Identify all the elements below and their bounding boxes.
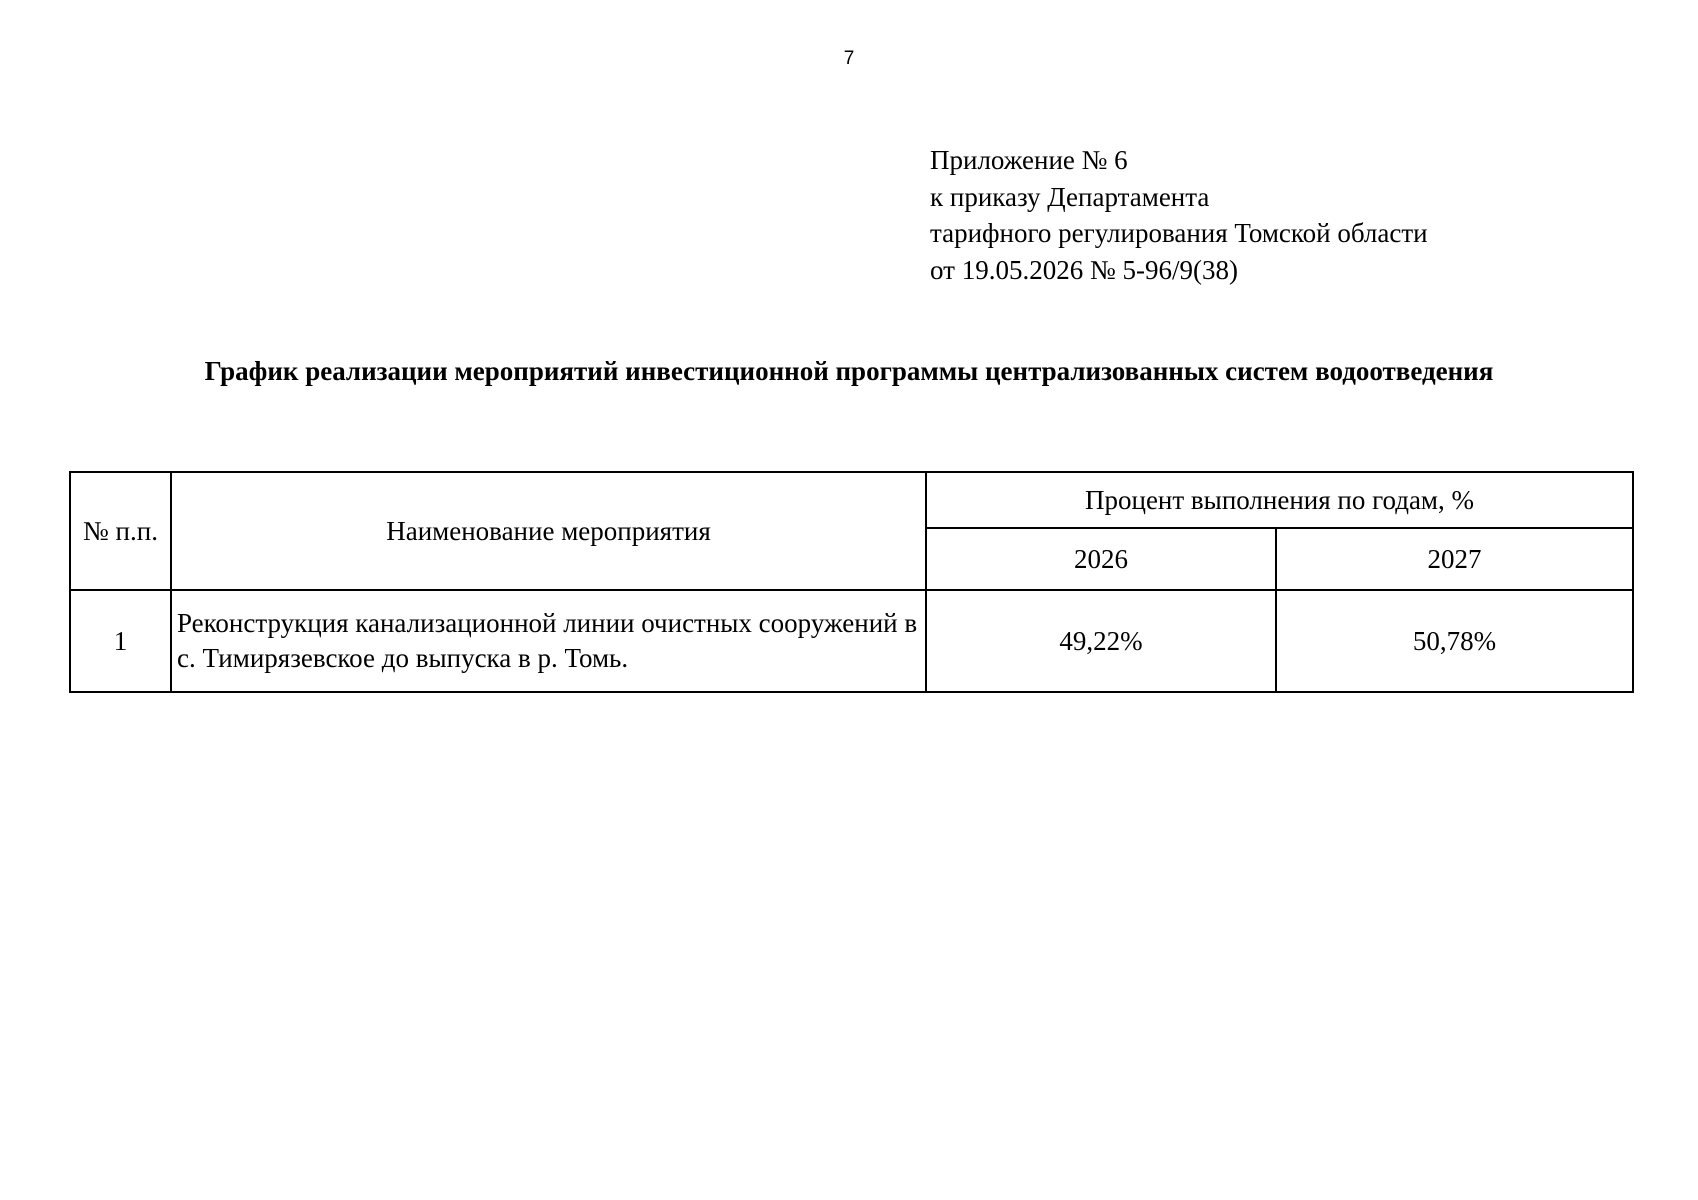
- appendix-line: тарифного регулирования Томской области: [930, 218, 1428, 248]
- schedule-table: [69, 471, 1634, 693]
- appendix-line: к приказу Департамента: [930, 181, 1210, 212]
- row-value: 49,22%: [926, 590, 1276, 692]
- header-name: Наименование мероприятия: [171, 472, 926, 590]
- appendix-line: Приложение № 6: [930, 145, 1128, 175]
- header-number: № п.п.: [70, 472, 171, 590]
- document-title: График реализации мероприятий инвестиционной программы централизованных систем водоотведения: [204, 356, 1494, 386]
- table-header-row: [70, 472, 1633, 528]
- row-number: 1: [70, 590, 171, 692]
- page-number: 7: [843, 48, 855, 69]
- table-row: [70, 590, 1633, 692]
- header-percent: Процент выполнения по годам, %: [926, 472, 1633, 528]
- header-year: 2027: [1276, 528, 1633, 590]
- row-value: 50,78%: [1276, 590, 1633, 692]
- appendix-line: от 19.05.2026 № 5-96/9(38): [930, 254, 1238, 285]
- header-year: 2026: [926, 528, 1276, 590]
- appendix-block: [930, 142, 1428, 288]
- row-name: Реконструкция канализационной линии очистных сооружений в с. Тимирязевское до выпуска в р. Томь.: [171, 590, 926, 692]
